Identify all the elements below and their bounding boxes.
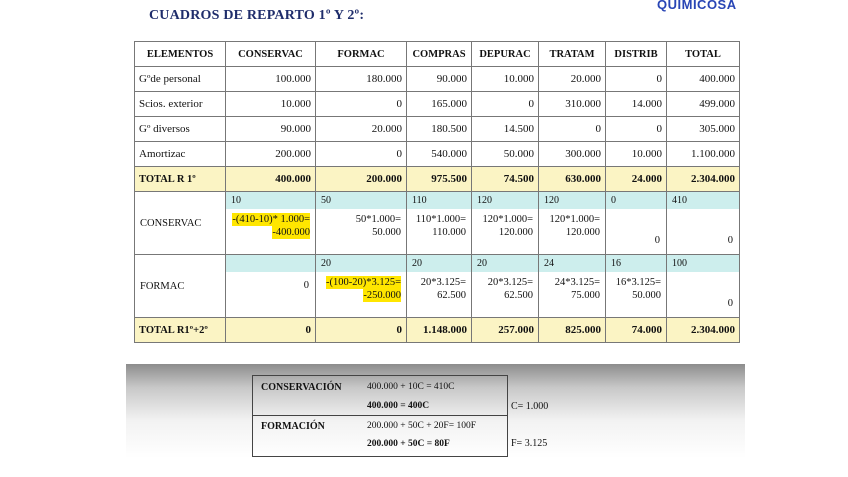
calc-result: 0: [303, 280, 309, 291]
table-cell: 499.000: [667, 92, 740, 117]
column-header: COMPRAS: [407, 42, 472, 67]
calc-result: 50.000: [632, 290, 661, 301]
table-cell: 2.304.000: [667, 318, 740, 343]
table-cell: 825.000: [539, 318, 606, 343]
table-cell: 300.000: [539, 142, 606, 167]
calc-text: [316, 209, 406, 239]
table-cell: 1.100.000: [667, 142, 740, 167]
table-cell: 180.500: [407, 117, 472, 142]
percent-band: 16: [606, 255, 666, 272]
column-header: CONSERVAC: [226, 42, 316, 67]
table-cell: 50.000: [472, 142, 539, 167]
table-cell: [226, 192, 316, 255]
calc-result: 120.000: [498, 227, 533, 238]
table-cell: 540.000: [407, 142, 472, 167]
row-label: TOTAL R1º+2º: [135, 318, 226, 343]
table-cell: 630.000: [539, 167, 606, 192]
table-cell: 975.500: [407, 167, 472, 192]
table-cell: 74.000: [606, 318, 667, 343]
percent-band: 410: [667, 192, 739, 209]
table-cell: [667, 192, 740, 255]
table-cell: 10.000: [226, 92, 316, 117]
formacion-equation-simplified: 200.000 + 50C = 80F: [367, 439, 450, 449]
calc-result: -400.000: [272, 227, 310, 238]
calc-result: 50.000: [372, 227, 401, 238]
percent-band: 120: [472, 192, 538, 209]
table-cell: 257.000: [472, 318, 539, 343]
percent-band: 110: [407, 192, 471, 209]
table-cell: [667, 255, 740, 318]
table-cell: 90.000: [407, 67, 472, 92]
column-header: FORMAC: [316, 42, 407, 67]
row-label: Gºde personal: [135, 67, 226, 92]
row-label: Scios. exterior: [135, 92, 226, 117]
table-cell: 2.304.000: [667, 167, 740, 192]
row-label: CONSERVAC: [135, 192, 226, 255]
percent-band: 50: [316, 192, 406, 209]
column-header: DISTRIB: [606, 42, 667, 67]
calc-formula: -(100-20)*3.125=: [325, 277, 401, 288]
table-cell: 0: [606, 67, 667, 92]
table-cell: 10.000: [606, 142, 667, 167]
brand-logo: QUIMICOSA: [657, 0, 737, 12]
calc-text: [472, 209, 538, 239]
total-r1-row: [135, 167, 740, 192]
table-cell: 0: [316, 318, 407, 343]
calc-formula: 50*1.000=: [355, 214, 401, 225]
calc-formula: 20*3.125=: [487, 277, 533, 288]
percent-band: 20: [407, 255, 471, 272]
table-row: [135, 117, 740, 142]
table-cell: [407, 255, 472, 318]
table-cell: 90.000: [226, 117, 316, 142]
row-label: TOTAL R 1º: [135, 167, 226, 192]
percent-band: 0: [606, 192, 666, 209]
calc-result: 0: [654, 235, 660, 246]
table-cell: [316, 192, 407, 255]
calc-result: 62.500: [437, 290, 466, 301]
calc-formula: -(410-10)* 1.000=: [232, 214, 310, 225]
calc-formula: 120*1.000=: [482, 214, 533, 225]
calc-text: [606, 272, 666, 302]
column-header: TOTAL: [667, 42, 740, 67]
calc-result: 110.000: [432, 227, 466, 238]
table-cell: 74.500: [472, 167, 539, 192]
reparto-table: [134, 41, 740, 343]
percent-band: 24: [539, 255, 605, 272]
table-cell: [606, 255, 667, 318]
table-cell: 1.148.000: [407, 318, 472, 343]
equations-box: [252, 375, 508, 457]
formacion-result: F= 3.125: [511, 438, 548, 449]
table-cell: 20.000: [539, 67, 606, 92]
table-cell: 0: [606, 117, 667, 142]
percent-band: 20: [316, 255, 406, 272]
table-cell: 0: [539, 117, 606, 142]
table-cell: 10.000: [472, 67, 539, 92]
calc-formula: 120*1.000=: [549, 214, 600, 225]
divider: [253, 415, 507, 416]
total-r2-row: [135, 318, 740, 343]
table-cell: 165.000: [407, 92, 472, 117]
table-cell: [472, 255, 539, 318]
table-cell: 0: [316, 142, 407, 167]
calc-formula: 24*3.125=: [554, 277, 600, 288]
column-header: TRATAM: [539, 42, 606, 67]
percent-band: 120: [539, 192, 605, 209]
table-cell: 310.000: [539, 92, 606, 117]
formacion-label: FORMACIÓN: [261, 421, 325, 432]
percent-band: 20: [472, 255, 538, 272]
conservacion-label: CONSERVACIÓN: [261, 382, 342, 393]
table-cell: 0: [316, 92, 407, 117]
table-row: [135, 142, 740, 167]
calc-result: 0: [727, 298, 733, 309]
calc-result: -250.000: [363, 290, 401, 301]
calc-formula: 16*3.125=: [615, 277, 661, 288]
table-cell: 0: [226, 318, 316, 343]
table-cell: 14.500: [472, 117, 539, 142]
row-label: Gº diversos: [135, 117, 226, 142]
page-title: CUADROS DE REPARTO 1º Y 2º:: [149, 8, 365, 23]
calc-text: [407, 272, 471, 302]
percent-band: [226, 255, 315, 272]
calc-result: 75.000: [571, 290, 600, 301]
table-cell: [472, 192, 539, 255]
table-cell: 24.000: [606, 167, 667, 192]
conservacion-result: C= 1.000: [511, 401, 549, 412]
table-cell: 180.000: [316, 67, 407, 92]
table-cell: 200.000: [316, 167, 407, 192]
calc-text: [539, 209, 605, 239]
calc-formula: 110*1.000=: [415, 214, 466, 225]
formac-row: [135, 255, 740, 318]
calc-text: [539, 272, 605, 302]
table-cell: [539, 255, 606, 318]
table-cell: 14.000: [606, 92, 667, 117]
table-cell: 100.000: [226, 67, 316, 92]
table-cell: 400.000: [667, 67, 740, 92]
table-cell: 20.000: [316, 117, 407, 142]
conservacion-equation: 400.000 + 10C = 410C: [367, 382, 455, 392]
conservac-row: [135, 192, 740, 255]
table-cell: 200.000: [226, 142, 316, 167]
table-cell: 400.000: [226, 167, 316, 192]
table-cell: [539, 192, 606, 255]
calc-formula: 20*3.125=: [420, 277, 466, 288]
percent-band: 10: [226, 192, 315, 209]
table-row: [135, 92, 740, 117]
header-row: [135, 42, 740, 67]
table-cell: [407, 192, 472, 255]
table-cell: [606, 192, 667, 255]
calc-result: 120.000: [565, 227, 600, 238]
formacion-equation: 200.000 + 50C + 20F= 100F: [367, 421, 476, 431]
table-cell: 305.000: [667, 117, 740, 142]
row-label: Amortizac: [135, 142, 226, 167]
calc-text: [472, 272, 538, 302]
calc-result: 0: [727, 235, 733, 246]
column-header: ELEMENTOS: [135, 42, 226, 67]
table-cell: 0: [472, 92, 539, 117]
calc-result: 62.500: [504, 290, 533, 301]
calc-text: [316, 272, 406, 302]
table-cell: [226, 255, 316, 318]
row-label: FORMAC: [135, 255, 226, 318]
table-cell: [316, 255, 407, 318]
calc-text: [407, 209, 471, 239]
conservacion-equation-simplified: 400.000 = 400C: [367, 401, 430, 411]
table-row: [135, 67, 740, 92]
calc-text: [226, 209, 315, 239]
percent-band: 100: [667, 255, 739, 272]
column-header: DEPURAC: [472, 42, 539, 67]
